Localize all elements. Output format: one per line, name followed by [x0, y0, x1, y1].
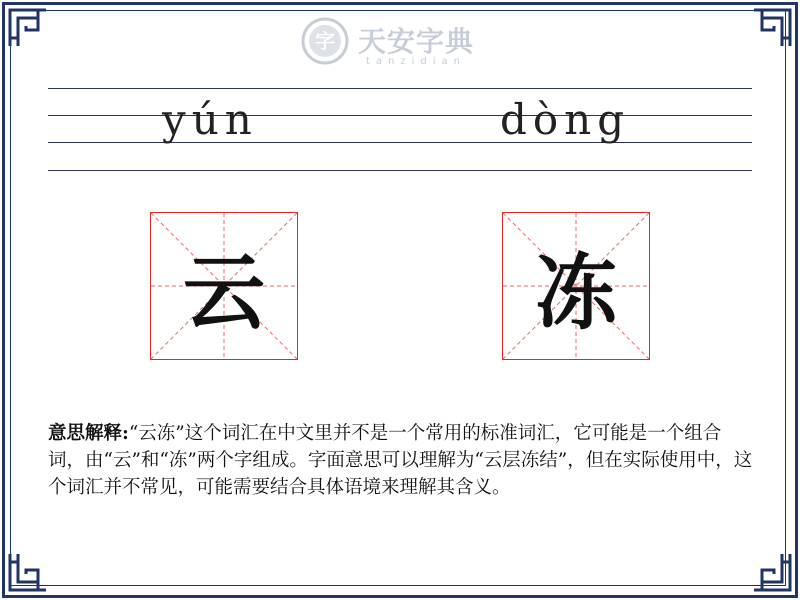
character-grid-1 — [150, 212, 298, 360]
corner-ornament-icon — [6, 550, 50, 594]
logo-subtitle: tanzidian — [366, 56, 467, 67]
logo-emblem-icon — [300, 16, 350, 66]
pinyin-staff-line — [48, 115, 752, 116]
pinyin-1: yún — [162, 95, 258, 144]
pinyin-staff-line — [48, 170, 752, 171]
logo — [300, 14, 500, 70]
corner-ornament-icon — [6, 6, 50, 50]
character-grid-2 — [502, 212, 650, 360]
pinyin-staff-line — [48, 142, 752, 143]
meaning-label: 意思解释: — [48, 423, 129, 444]
pinyin-staff-line — [48, 88, 752, 89]
corner-ornament-icon — [750, 6, 794, 50]
meaning-text: “云冻”这个词汇在中文里并不是一个常用的标准词汇，它可能是一个组合词，由“云”和“冻”两个字组成。字面意思可以理解为“云层冻结”，但在实际使用中，这个词汇并不常见，可能需要结合具体语境来理解其含义。 — [48, 423, 753, 498]
corner-ornament-icon — [750, 550, 794, 594]
logo-emblem-glyph: 字 — [315, 29, 335, 53]
meaning-paragraph — [48, 420, 754, 501]
pinyin-2: dòng — [500, 95, 631, 144]
logo-title: 天安字典 — [358, 25, 475, 58]
character-1: 云 — [182, 245, 265, 341]
character-2: 冻 — [534, 245, 617, 341]
